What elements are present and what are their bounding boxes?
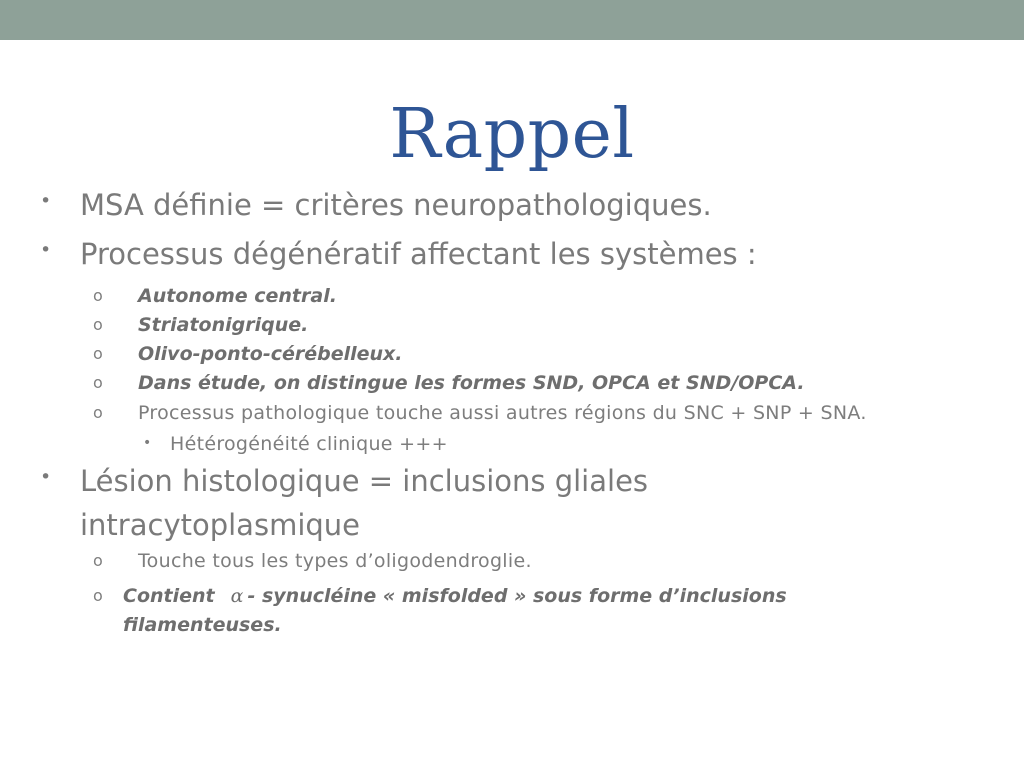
slide-title: Rappel [389, 95, 635, 174]
bullet-text: intracytoplasmique [80, 508, 361, 542]
detail-heterogeneite [143, 433, 448, 455]
subitem-text: Autonome central. [138, 285, 337, 307]
bullet-icon: • [143, 435, 152, 451]
circle-marker-icon: o [93, 286, 103, 305]
bullet-icon: • [40, 466, 52, 488]
bullet-degenerative-process [40, 237, 757, 271]
bullet-icon: • [40, 190, 52, 212]
subitem-striatonigrique [93, 314, 309, 336]
circle-marker-icon: o [93, 373, 103, 392]
detail-text: Hétérogénéité clinique +++ [170, 433, 448, 455]
subitem-text: Touche tous les types d’oligodendroglie. [138, 550, 532, 572]
subitem-dans-etude [93, 372, 805, 394]
subitem-processus-pathologique [93, 402, 867, 424]
circle-marker-icon: o [93, 586, 103, 605]
circle-marker-icon: o [93, 403, 103, 422]
subitem-olivo-ponto [93, 343, 403, 365]
subitem-text: Striatonigrique. [138, 314, 309, 336]
circle-marker-icon: o [93, 315, 103, 334]
header-bar [0, 0, 1024, 40]
subitem-oligodendroglie [93, 550, 532, 572]
bullet-lesion-continuation [80, 508, 360, 542]
subitem-autonome-central [93, 285, 337, 307]
circle-marker-icon: o [93, 344, 103, 363]
subitem-alpha-synucleine [93, 585, 787, 607]
bullet-icon: • [40, 239, 52, 261]
subitem-alpha-continuation [123, 614, 282, 636]
circle-marker-icon: o [93, 551, 103, 570]
subitem-text: Dans étude, on distingue les formes SND, OPCA et SND/OPCA. [138, 372, 805, 394]
subitem-text: Olivo-ponto-cérébelleux. [138, 343, 403, 365]
subitem-text-prefix: Contient [123, 585, 215, 607]
bullet-text: Lésion histologique = inclusions gliales [80, 464, 649, 498]
subitem-text-rest: - synucléine « misfolded » sous forme d’inclusions [247, 585, 787, 607]
bullet-lesion-histologique [40, 464, 649, 498]
subitem-text: Processus pathologique touche aussi autres régions du SNC + SNP + SNA. [138, 402, 867, 424]
bullet-text: Processus dégénératif affectant les systèmes : [80, 237, 757, 271]
subitem-text: filamenteuses. [123, 614, 282, 636]
alpha-symbol: α [230, 585, 244, 607]
bullet-msa-definition [40, 188, 712, 222]
bullet-text: MSA définie = critères neuropathologiques. [80, 188, 712, 222]
